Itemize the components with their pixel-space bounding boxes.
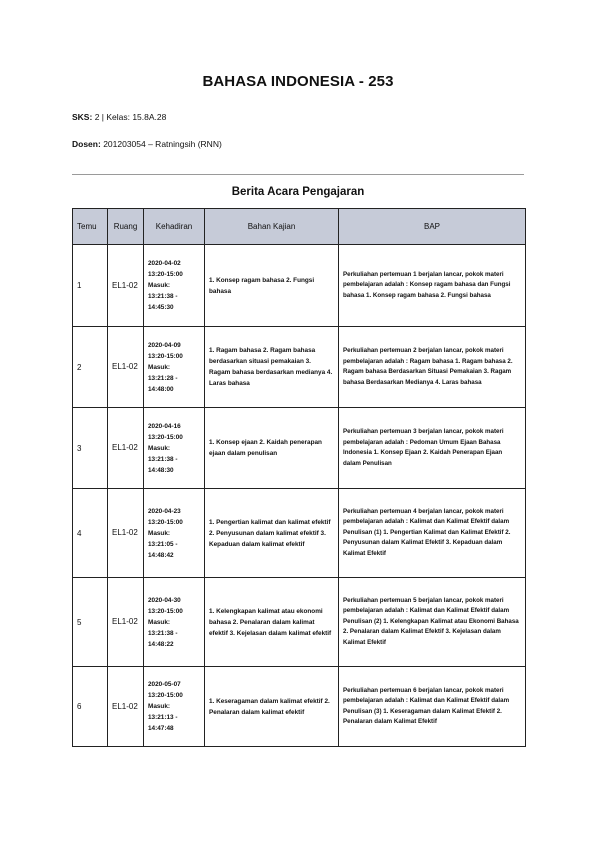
attendance-time: 13:20-15:00: [148, 433, 183, 441]
cell-bap: Perkuliahan pertemuan 1 berjalan lancar, pokok materi pembelajaran adalah : Konsep ragam bahasa dan Fungsi bahasa 1. Konsep ragam bahasa 2. Fungsi bahasa: [339, 245, 526, 327]
attendance-time: 13:20-15:00: [148, 518, 183, 526]
attendance-masuk: 13:21:38 -: [148, 455, 178, 463]
sks-value: 2 | Kelas: 15.8A.28: [94, 112, 167, 122]
sks-label: SKS:: [72, 112, 93, 122]
column-header-ruang: Ruang: [108, 209, 144, 245]
attendance-keluar: 14:48:22: [148, 640, 174, 648]
table-row: [73, 408, 526, 489]
teaching-record-table: [72, 208, 526, 747]
sks-class-info: [72, 112, 166, 122]
table-row: [73, 327, 526, 408]
cell-bap: Perkuliahan pertemuan 5 berjalan lancar, pokok materi pembelajaran adalah : Kalimat dan Kalimat Efektif dalam Penulisan (2) 1. Kelengkapan Kalimat atau Ekonomi Bahasa 2. Penalaran dalam Kalimat Efektif 3. Kejelasan dalam Kalimat Efektif: [339, 578, 526, 667]
cell-kehadiran: [144, 245, 205, 327]
cell-bahan-kajian: 1. Konsep ejaan 2. Kaidah penerapan ejaan dalam penulisan: [205, 408, 339, 489]
attendance-keluar: 14:48:30: [148, 466, 174, 474]
attendance-date: 2020-04-02: [148, 260, 181, 267]
divider: [72, 174, 524, 175]
dosen-value: 201203054 – Ratningsih (RNN): [103, 139, 222, 149]
attendance-masuk: 13:21:38 -: [148, 293, 178, 300]
cell-bahan-kajian: 1. Keseragaman dalam kalimat efektif 2. Penalaran dalam kalimat efektif: [205, 667, 339, 747]
attendance-date: 2020-05-07: [148, 681, 181, 688]
cell-kehadiran: [144, 408, 205, 489]
table-row: [73, 489, 526, 578]
attendance-time: 13:20-15:00: [148, 271, 183, 278]
column-header-bap: BAP: [339, 209, 526, 245]
cell-temu: 3: [73, 408, 108, 489]
cell-ruang: EL1-02: [108, 245, 144, 327]
attendance-date: 2020-04-23: [148, 507, 181, 515]
cell-ruang: EL1-02: [108, 667, 144, 747]
cell-temu: 2: [73, 327, 108, 408]
cell-bap: Perkuliahan pertemuan 2 berjalan lancar, pokok materi pembelajaran adalah : Ragam bahasa 1. Ragam bahasa 2. Ragam bahasa Berdasarkan Situasi Pemakaian 3. Ragam bahasa Berdasarkan Medianya 4. Laras bahasa: [339, 327, 526, 408]
attendance-time: 13:20-15:00: [148, 607, 183, 615]
column-header-temu: Temu: [73, 209, 108, 245]
attendance-masuk: 13:21:05 -: [148, 540, 178, 548]
attendance-masuk-label: Masuk:: [148, 529, 171, 537]
cell-ruang: EL1-02: [108, 578, 144, 667]
column-header-bahan-kajian: Bahan Kajian: [205, 209, 339, 245]
lecturer-info: [72, 139, 222, 149]
dosen-label: Dosen:: [72, 139, 101, 149]
attendance-masuk: 13:21:13 -: [148, 714, 178, 721]
attendance-masuk: 13:21:38 -: [148, 629, 178, 637]
table-header-row: [73, 209, 526, 245]
cell-kehadiran: [144, 667, 205, 747]
attendance-date: 2020-04-30: [148, 596, 181, 604]
cell-bap: Perkuliahan pertemuan 3 berjalan lancar, pokok materi pembelajaran adalah : Pedoman Umum Ejaan Bahasa Indonesia 1. Konsep Ejaan 2. Kaidah Penerapan Ejaan dalam Penulisan: [339, 408, 526, 489]
attendance-masuk-label: Masuk:: [148, 703, 171, 710]
cell-bahan-kajian: 1. Konsep ragam bahasa 2. Fungsi bahasa: [205, 245, 339, 327]
cell-kehadiran: [144, 489, 205, 578]
cell-temu: 4: [73, 489, 108, 578]
cell-temu: 6: [73, 667, 108, 747]
cell-bap: Perkuliahan pertemuan 6 berjalan lancar, pokok materi pembelajaran adalah : Kalimat dan Kalimat Efektif dalam Penulisan (3) 1. Keseragaman dalam Kalimat Efektif 2. Penalaran dalam Kalimat Efektif: [339, 667, 526, 747]
cell-ruang: EL1-02: [108, 408, 144, 489]
section-title: Berita Acara Pengajaran: [231, 186, 365, 198]
table-row: [73, 245, 526, 327]
cell-ruang: EL1-02: [108, 327, 144, 408]
cell-bahan-kajian: 1. Pengertian kalimat dan kalimat efektif 2. Penyusunan dalam kalimat efektif 3. Kepaduan dalam kalimat efektif: [205, 489, 339, 578]
cell-kehadiran: [144, 327, 205, 408]
cell-bahan-kajian: 1. Ragam bahasa 2. Ragam bahasa berdasarkan situasi pemakaian 3. Ragam bahasa berdasarkan medianya 4. Laras bahasa: [205, 327, 339, 408]
attendance-keluar: 14:48:42: [148, 551, 174, 559]
attendance-time: 13:20-15:00: [148, 352, 183, 360]
cell-kehadiran: [144, 578, 205, 667]
attendance-masuk-label: Masuk:: [148, 444, 171, 452]
table-row: [73, 578, 526, 667]
cell-temu: 5: [73, 578, 108, 667]
attendance-date: 2020-04-09: [148, 341, 181, 349]
table-row: [73, 667, 526, 747]
attendance-masuk-label: Masuk:: [148, 363, 171, 371]
attendance-masuk-label: Masuk:: [148, 282, 171, 289]
cell-ruang: EL1-02: [108, 489, 144, 578]
attendance-date: 2020-04-16: [148, 422, 181, 430]
attendance-masuk-label: Masuk:: [148, 618, 171, 626]
attendance-keluar: 14:45:30: [148, 304, 174, 311]
attendance-keluar: 14:48:00: [148, 385, 174, 393]
column-header-kehadiran: Kehadiran: [144, 209, 205, 245]
attendance-masuk: 13:21:28 -: [148, 374, 178, 382]
page-title: BAHASA INDONESIA - 253: [202, 73, 394, 90]
attendance-time: 13:20-15:00: [148, 692, 183, 699]
attendance-keluar: 14:47:48: [148, 725, 174, 732]
cell-bahan-kajian: 1. Kelengkapan kalimat atau ekonomi bahasa 2. Penalaran dalam kalimat efektif 3. Kejelasan dalam kalimat efektif: [205, 578, 339, 667]
cell-temu: 1: [73, 245, 108, 327]
cell-bap: Perkuliahan pertemuan 4 berjalan lancar, pokok materi pembelajaran adalah : Kalimat dan Kalimat Efektif dalam Penulisan (1) 1. Pengertian Kalimat dan Kalimat Efektif 2. Penyusunan dalam Kalimat Efektif 3. Kepaduan dalam Kalimat Efektif: [339, 489, 526, 578]
